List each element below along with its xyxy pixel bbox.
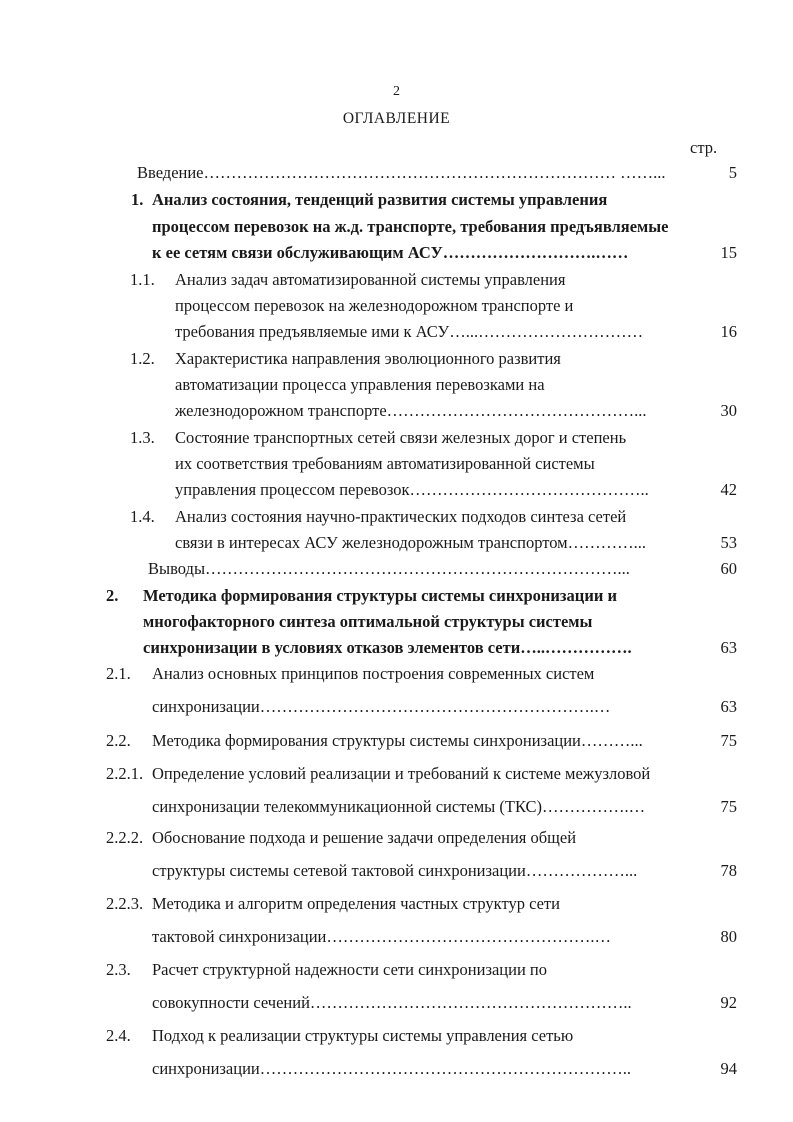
toc-entry-line: Расчет структурной надежности сети синхронизации по: [152, 960, 547, 979]
toc-entry-line: автоматизации процесса управления перевозками на: [175, 375, 545, 394]
toc-entry-number: 1.3.: [130, 428, 155, 447]
toc-entry-line: Введение………………………………………………………………… ……...: [137, 163, 666, 182]
toc-entry-number: 1.2.: [130, 349, 155, 368]
toc-entry-page: 30: [720, 401, 737, 420]
toc-entry-number: 2.4.: [106, 1026, 131, 1045]
toc-entry-line: Состояние транспортных сетей связи железных дорог и степень: [175, 428, 627, 447]
toc-entry-line: совокупности сечений…………………………………………………..: [152, 993, 632, 1012]
toc-entry-number: 2.: [106, 586, 119, 605]
toc-entry-page: 53: [720, 533, 737, 552]
toc-entry-page: 75: [720, 797, 737, 816]
toc-entry-line: Анализ основных принципов построения современных систем: [152, 664, 595, 683]
toc-entry-number: 1.4.: [130, 507, 155, 526]
toc-entry-number: 2.2.3.: [106, 894, 144, 913]
toc-entry-line: синхронизации в условиях отказов элементов сети…..…………….: [143, 638, 632, 657]
toc-entry-line: к ее сетям связи обслуживающим АСУ……………………….……: [152, 243, 629, 262]
toc-entry-line: Анализ состояния научно-практических подходов синтеза сетей: [175, 507, 627, 526]
toc-entry-line: железнодорожном транспорте………………………………………...: [175, 401, 647, 420]
toc-entry-page: 60: [720, 559, 737, 578]
toc-entry-line: Методика формирования структуры системы синхронизации………...: [152, 731, 643, 750]
toc-entry-number: 1.: [131, 190, 144, 209]
toc-entry-line: синхронизации…………………………………………………….…: [152, 697, 611, 716]
toc-entry-line: Анализ состояния, тенденций развития системы управления: [152, 190, 608, 209]
toc-entry-page: 92: [720, 993, 737, 1012]
toc-entry-page: 42: [720, 480, 737, 499]
toc-entry-line: связи в интересах АСУ железнодорожным транспортом…………...: [175, 533, 646, 552]
toc-entry-line: Определение условий реализации и требований к системе межузловой: [152, 764, 651, 783]
toc-entry-line: Методика и алгоритм определения частных структур сети: [152, 894, 560, 913]
toc-entry-line: синхронизации…………………………………………………………..: [152, 1059, 631, 1078]
toc-entry-line: Подход к реализации структуры системы управления сетью: [152, 1026, 574, 1045]
toc-entry-line: Методика формирования структуры системы синхронизации и: [143, 586, 617, 605]
toc-title: ОГЛАВЛЕНИЕ: [342, 110, 451, 127]
toc-entry-line: их соответствия требованиям автоматизированной системы: [175, 454, 595, 473]
toc-entry-line: Характеристика направления эволюционного развития: [175, 349, 561, 368]
toc-entry-line: управления процессом перевозок……………………………………..: [175, 480, 649, 499]
page-column-header: стр.: [690, 138, 718, 157]
toc-entry-line: тактовой синхронизации………………………………………….…: [152, 927, 612, 946]
toc-entry-number: 2.2.1.: [106, 764, 144, 783]
toc-entry-page: 94: [720, 1059, 737, 1078]
toc-entry-number: 2.2.2.: [106, 828, 144, 847]
toc-entry-line: синхронизации телекоммуникационной системы (ТКС)…………….…: [152, 797, 646, 816]
page-number: 2: [393, 84, 400, 99]
toc-entry-number: 2.1.: [106, 664, 131, 683]
toc-entry-line: Обоснование подхода и решение задачи определения общей: [152, 828, 577, 847]
toc-entry-page: 5: [728, 163, 737, 182]
toc-entry-number: 2.3.: [106, 960, 131, 979]
toc-entry-line: структуры системы сетевой тактовой синхронизации………………...: [152, 861, 638, 880]
toc-entry-page: 63: [720, 638, 737, 657]
toc-entry-number: 1.1.: [130, 270, 155, 289]
toc-entry-line: Выводы…………………………………………………………………...: [148, 559, 630, 578]
toc-entry-page: 78: [720, 861, 737, 880]
toc-entry-number: 2.2.: [106, 731, 131, 750]
toc-entry-line: процессом перевозок на ж.д. транспорте, требования предъявляемые: [152, 217, 669, 236]
toc-entry-line: процессом перевозок на железнодорожном транспорте и: [175, 296, 574, 315]
toc-entry-line: требования предъявляемые ими к АСУ…...…………………………: [175, 322, 644, 341]
toc-entry-page: 75: [720, 731, 737, 750]
toc-entry-page: 80: [720, 927, 737, 946]
toc-entry-page: 15: [720, 243, 737, 262]
toc-entry-page: 16: [720, 322, 737, 341]
toc-entry-page: 63: [720, 697, 737, 716]
toc-entry-line: многофакторного синтеза оптимальной структуры системы: [143, 612, 593, 631]
toc-entry-line: Анализ задач автоматизированной системы управления: [175, 270, 566, 289]
